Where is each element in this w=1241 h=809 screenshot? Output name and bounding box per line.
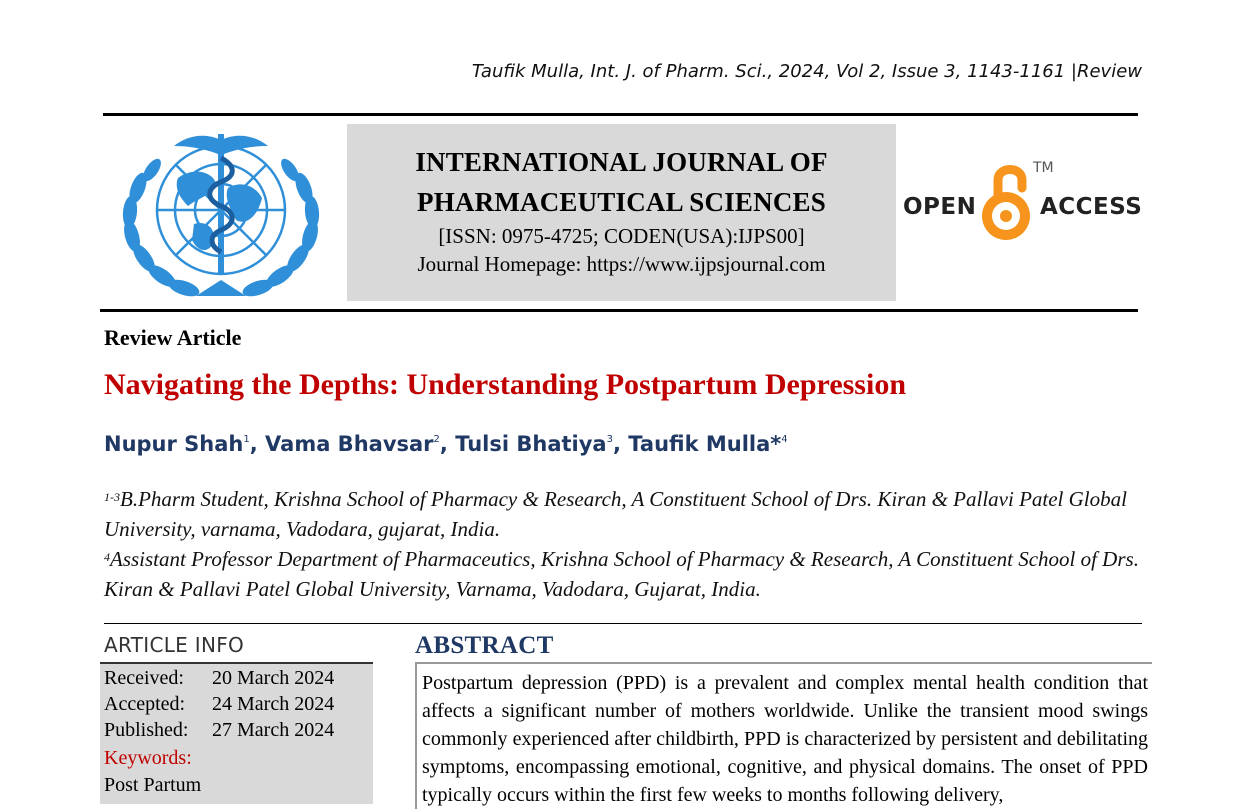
keywords-value: Post Partum: [104, 774, 202, 796]
received-row: [104, 667, 334, 690]
author-affiliation-mark: 1: [243, 434, 250, 445]
journal-issn: [ISSN: 0975-4725; CODEN(USA):IJPS00]: [438, 224, 805, 248]
author-affiliation-mark: 4: [781, 434, 788, 445]
author-affiliation-mark: 2: [433, 434, 440, 445]
author-separator: ,: [249, 432, 266, 456]
affiliation-text: Assistant Professor Department of Pharmaceutics, Krishna School of Pharmacy & Research, A Constituent School of Drs. Kiran & Pallavi Patel Global University, Varnama, Vadodara, Gujarat, India.: [104, 547, 1139, 601]
abstract-text: Postpartum depression (PPD) is a prevalent and complex mental health condition that affects a significant number of mothers worldwide. Unlike the transient mood swings commonly experienced after childbirth, PPD is characterized by persistent and debilitating symptoms, encompassing emotional, cognitive, and physical domains. The onset of PPD typically occurs within the first few weeks to months following delivery,: [422, 672, 1148, 806]
abstract-box: [415, 662, 1152, 809]
accepted-row: [104, 693, 334, 716]
keywords-label: Keywords:: [104, 747, 192, 769]
author-affiliation-mark: 3: [606, 434, 613, 445]
trademark-label: TM: [1033, 160, 1054, 176]
open-access-lock-icon: [978, 158, 1054, 248]
header-rule: [103, 113, 1138, 116]
journal-name-line1: INTERNATIONAL JOURNAL OF: [415, 147, 828, 177]
author-name: Taufik Mulla*: [628, 432, 782, 456]
section-rule: [104, 623, 1142, 624]
article-info-box: [100, 664, 373, 804]
affiliation: [104, 484, 1144, 544]
author-name: Vama Bhavsar: [265, 432, 434, 456]
journal-homepage: Journal Homepage: https://www.ijpsjournal.com: [417, 252, 826, 276]
abstract-heading: ABSTRACT: [415, 632, 554, 659]
affiliation-mark: 4: [104, 550, 110, 564]
received-label: Received:: [104, 667, 184, 689]
journal-name: [347, 142, 896, 222]
affiliation-text: B.Pharm Student, Krishna School of Pharmacy & Research, A Constituent School of Drs. Kiran & Pallavi Patel Global University, varnama, Vadodara, gujarat, India.: [104, 487, 1127, 541]
header-bottom-rule: [100, 309, 1138, 312]
open-access-logo: [903, 158, 1143, 250]
affiliation-mark: 1-3: [104, 490, 120, 504]
journal-emblem-icon: [116, 128, 326, 304]
author-separator: ,: [612, 432, 629, 456]
paper-title: Navigating the Depths: Understanding Postpartum Depression: [104, 368, 907, 401]
author-name: Tulsi Bhatiya: [455, 432, 607, 456]
journal-name-line2: PHARMACEUTICAL SCIENCES: [417, 187, 826, 217]
citation-header: Taufik Mulla, Int. J. of Pharm. Sci., 2024, Vol 2, Issue 3, 1143-1161 |Review: [471, 61, 1142, 82]
accepted-date: 24 March 2024: [212, 693, 335, 715]
journal-title-box: [347, 124, 896, 301]
published-row: [104, 719, 334, 742]
open-access-access-text: ACCESS: [1040, 194, 1143, 220]
article-type: Review Article: [104, 325, 242, 350]
accepted-label: Accepted:: [104, 693, 186, 715]
author-list: [104, 432, 788, 456]
affiliation: [104, 544, 1144, 604]
published-label: Published:: [104, 719, 189, 741]
author-separator: ,: [439, 432, 456, 456]
received-date: 20 March 2024: [212, 667, 335, 689]
open-access-open-text: OPEN: [903, 194, 977, 220]
author-name: Nupur Shah: [104, 432, 244, 456]
article-info-heading: ARTICLE INFO: [104, 633, 245, 657]
published-date: 27 March 2024: [212, 719, 335, 741]
